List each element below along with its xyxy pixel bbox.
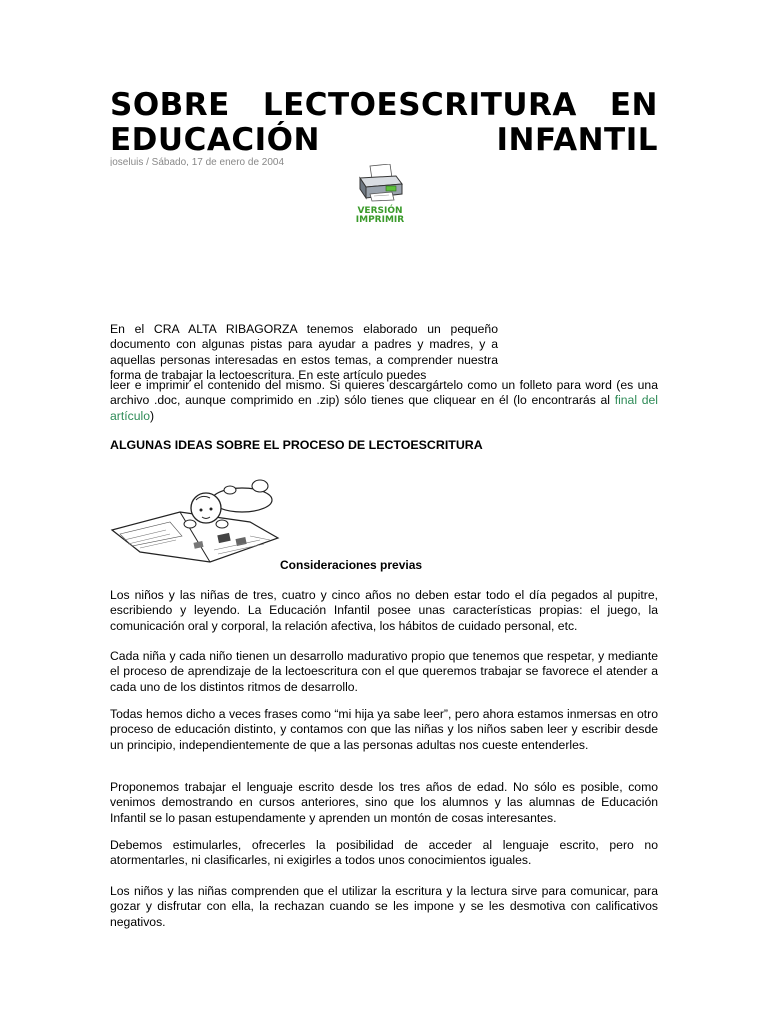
article-title [110,88,658,158]
article-byline: joseluis / Sábado, 17 de enero de 2004 [110,157,285,166]
baby-reading-newspaper-drawing [110,478,280,566]
print-label-line-2: IMPRIMIR [355,215,405,225]
intro-paragraph-full [110,378,658,424]
article-title-line-1: SOBRE LECTOESCRITURA EN [110,87,658,123]
body-paragraph-6: Los niños y las niñas comprenden que el utilizar la escritura y la lectura sirve para comunicar, para gozar y disfrutar con ella, la rechazan cuando se les impone y se les desmotiva con calificativos negativos. [110,884,658,929]
body-paragraph-3: Todas hemos dicho a veces frases como “mi hija ya sabe leer”, pero ahora estamos inmersas en otro proceso de educación distinto, y contamos con que las niñas y los niños saben leer y escribir desde un principio, independientemente de que a las personas adultas nos cueste entenderles. [110,707,658,752]
print-label-line-1: VERSIÓN [357,206,403,216]
intro-closing: ) [149,408,155,423]
end-of-article-link[interactable]: final del artículo [110,393,659,423]
subheading: Consideraciones previas [280,558,423,572]
intro-text: leer e imprimir el contenido del mismo. Si quieres descargártelo como un folleto para word (es una archivo .doc, aunque comprimido en .zip) sólo tienes que cliquear en él (lo encontrarás al [110,378,658,408]
body-paragraph-2: Cada niña y cada niño tienen un desarrollo madurativo propio que tenemos que respetar, y mediante el proceso de aprendizaje de la lectoescritura con el que queremos trabajar se favorece el atender a cada uno de los distintos ritmos de desarrollo. [110,649,658,694]
section-heading: ALGUNAS IDEAS SOBRE EL PROCESO DE LECTOESCRITURA [110,438,483,452]
print-version-button[interactable] [352,164,408,228]
body-paragraph-5: Debemos estimularles, ofrecerles la posibilidad de acceder al lenguaje escrito, pero no atormentarles, ni clasificarles, ni exigirles a todos unos conocimientos iguales. [110,838,658,868]
body-paragraph-4: Proponemos trabajar el lenguaje escrito desde los tres años de edad. No sólo es posible, como venimos demostrando en cursos anteriores, sino que los alumnos y las alumnas de Educación Infantil se lo pasan estupendamente y aprenden un montón de cosas interesantes. [110,780,658,825]
intro-paragraph-narrow: En el CRA ALTA RIBAGORZA tenemos elaborado un pequeño documento con algunas pistas para ayudar a padres y madres, y a aquellas personas interesadas en estos temas, a comprender nuestra forma de trabajar la lectoescritura. En este artículo puedes [110,322,498,382]
body-paragraph-1: Los niños y las niñas de tres, cuatro y cinco años no deben estar todo el día pegados al pupitre, escribiendo y leyendo. La Educación Infantil posee unas características propias: el juego, la comunicación oral y corporal, la relación afectiva, los hábitos de cuidado personal, etc. [110,588,658,633]
article-title-line-2: EDUCACIÓN INFANTIL [110,122,658,158]
printer-icon [356,164,404,202]
